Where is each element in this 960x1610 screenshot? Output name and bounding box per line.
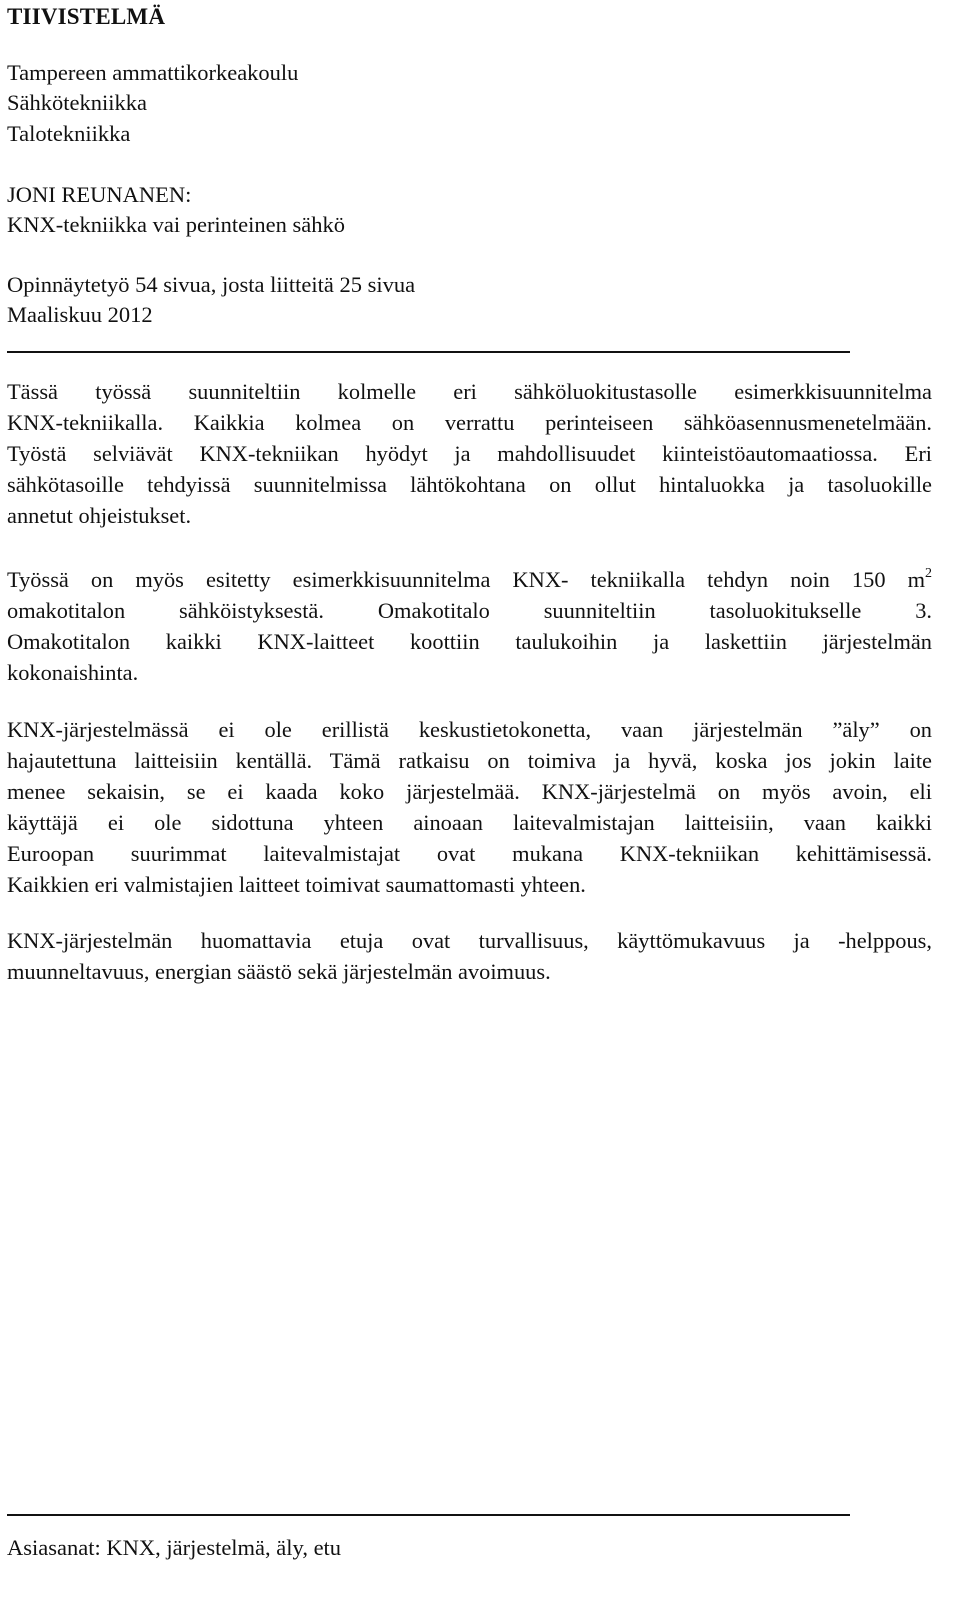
text-line: sähkötasoille tehdyissä suunnitelmissa lähtökohtana on ollut hintaluokka ja tasoluokille	[7, 472, 932, 497]
text-line: annetut ohjeistukset.	[7, 503, 192, 528]
keywords: Asiasanat: KNX, järjestelmä, äly, etu	[7, 1535, 342, 1560]
author-name: JONI REUNANEN:	[7, 182, 192, 207]
text-line: kokonaishinta.	[7, 660, 139, 685]
text-line: Euroopan suurimmat laitevalmistajat ovat mukana KNX-tekniikan kehittämisessä.	[7, 841, 932, 866]
text-line: hajautettuna laitteisiin kentällä. Tämä ratkaisu on toimiva ja hyvä, koska jos jokin laite	[7, 748, 932, 773]
text-line: Työstä selviävät KNX-tekniikan hyödyt ja mahdollisuudet kiinteistöautomaatiossa. Eri	[7, 441, 932, 466]
page-count: Opinnäytetyö 54 sivua, josta liitteitä 25 sivua	[7, 272, 416, 297]
abstract-paragraph-4	[7, 925, 932, 987]
text-line: muunneltavuus, energian säästö sekä järjestelmän avoimuus.	[7, 959, 551, 984]
text-line: Omakotitalon kaikki KNX-laitteet koottiin taulukoihin ja laskettiin järjestelmän	[7, 629, 932, 654]
text-line: käyttäjä ei ole sidottuna yhteen ainoaan laitevalmistajan laitteisiin, vaan kaikki	[7, 810, 932, 835]
text-line	[7, 564, 932, 595]
text-line: KNX-järjestelmässä ei ole erillistä keskustietokonetta, vaan järjestelmän ”äly” on	[7, 717, 932, 742]
text-line: menee sekaisin, se ei kaada koko järjestelmää. KNX-järjestelmä on myös avoin, eli	[7, 779, 932, 804]
school-name: Tampereen ammattikorkeakoulu	[7, 60, 299, 85]
publication-date: Maaliskuu 2012	[7, 302, 153, 327]
abstract-paragraph-1	[7, 376, 932, 531]
thesis-title: KNX-tekniikka vai perinteinen sähkö	[7, 212, 346, 237]
specialisation: Talotekniikka	[7, 121, 131, 146]
superscript: 2	[925, 566, 932, 581]
text-line: omakotitalon sähköistyksestä. Omakotitalo suunniteltiin tasoluokitukselle 3.	[7, 598, 932, 623]
page-title: TIIVISTELMÄ	[7, 4, 166, 29]
text-line: KNX-tekniikalla. Kaikkia kolmea on verrattu perinteiseen sähköasennusmenetelmään.	[7, 410, 932, 435]
top-divider	[7, 351, 850, 353]
bottom-divider	[7, 1514, 850, 1516]
text-line: Tässä työssä suunniteltiin kolmelle eri sähköluokitustasolle esimerkkisuunnitelma	[7, 379, 932, 404]
abstract-paragraph-2	[7, 564, 932, 688]
degree-programme: Sähkötekniikka	[7, 90, 147, 115]
line-text: Työssä on myös esitetty esimerkkisuunnitelma KNX- tekniikalla tehdyn noin 150 m	[7, 567, 925, 592]
text-line: KNX-järjestelmän huomattavia etuja ovat turvallisuus, käyttömukavuus ja -helppous,	[7, 928, 932, 953]
abstract-paragraph-3	[7, 714, 932, 900]
text-line: Kaikkien eri valmistajien laitteet toimivat saumattomasti yhteen.	[7, 872, 586, 897]
